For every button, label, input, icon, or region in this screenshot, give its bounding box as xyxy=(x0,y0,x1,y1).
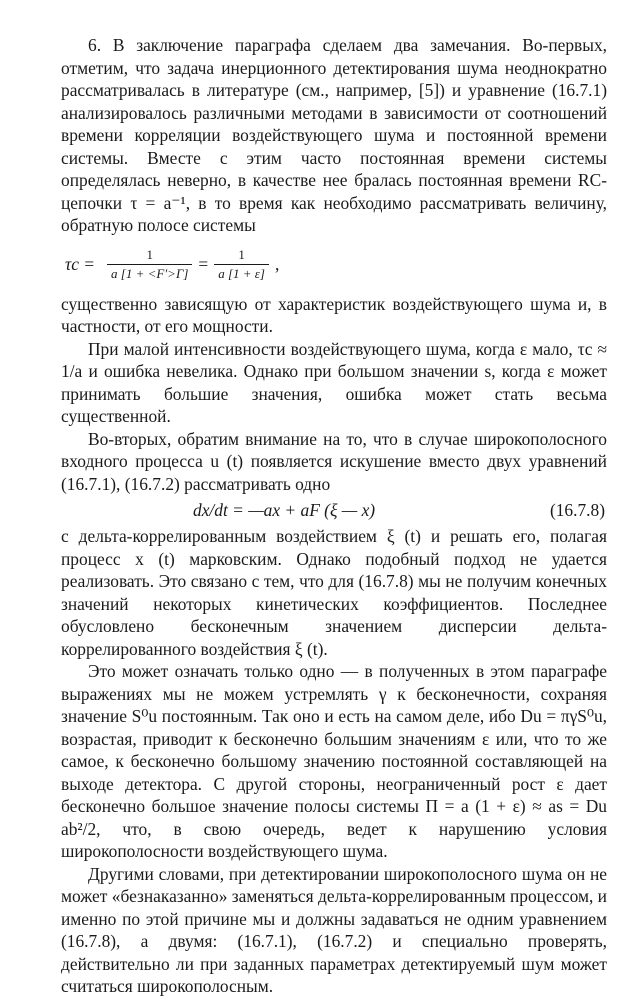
formula-lhs: τc = xyxy=(65,254,96,275)
equation-number: (16.7.8) xyxy=(549,499,605,520)
fraction-first xyxy=(107,247,192,282)
paragraph-remarks-intro: 6. В заключение параграфа сделаем два замечания. Во-первых, отметим, что задача инерционного детектирования шума неоднократно рассматривалась в литературе (см., например, [5]) и уравнение (16.7.1) анализировалось различными методами в зависимости от соотношений времени корреляции воздействующего шума и постоянной времени системы. Вместе с этим часто постоянная времени системы определялась неверно, в качестве нее бралась постоянная времени RC-цепочки τ = a⁻¹, в то время как необходимо рассматривать величину, обратную полосе системы xyxy=(61,35,607,235)
paragraph-small-intensity: При малой интенсивности воздействующего шума, когда ε мало, τc ≈ 1/a и ошибка невелика. Однако при большом значении s, когда ε может принимать большие значения, ошибка может стать весьма существенной. xyxy=(61,338,607,426)
paragraph-second-remark: Во-вторых, обратим внимание на то, что в случае широкополосного входного процесса u (t) появляется искушение вместо двух уравнений (16.7.1), (16.7.2) рассматривать одно xyxy=(61,428,607,494)
formula-tail: , xyxy=(274,254,280,275)
fraction-second-denominator: a [1 + ε] xyxy=(214,264,269,282)
paragraph-dependence: существенно зависящую от характеристик воздействующего шума и, в частности, от его мощности. xyxy=(61,293,607,336)
paragraph-infinity-limit: Это может означать только одно — в полученных в этом параграфе выражениях мы не можем устремлять γ к бесконечности, сохраняя значение S⁰u постоянным. Так оно и есть на самом деле, ибо Du = πγS⁰u, возрастая, приводит к бесконечно большим значениям ε или, что то же самое, к бесконечно большому значению постоянной составляющей на выходе детектора. С другой стороны, неограниченный рост ε дает бесконечно большое значение полосы системы Π = a (1 + ε) ≈ as = Du ab²/2, что, в свою очередь, ведет к нарушению условия широкополосности воздействующего шума. xyxy=(61,661,607,861)
equation-body: dx/dt = —ax + aF (ξ — x) xyxy=(193,499,376,520)
equation-16-7-8 xyxy=(61,498,607,522)
fraction-second-numerator: 1 xyxy=(238,247,245,262)
paragraph-conclusion: Другими словами, при детектировании широкополосного шума он не может «безнаказанно» заменяться дельта-коррелированным процессом, и именно по этой причине мы и должны задаваться не одним уравнением (16.7.8), а двумя: (16.7.1), (16.7.2) и специально проверять, действительно ли при заданных параметрах детектируемый шум может считаться широкополосным. xyxy=(61,863,607,996)
fraction-second xyxy=(214,247,269,282)
fraction-first-denominator: a [1 + <F′>Γ] xyxy=(107,264,192,282)
formula-equals: = xyxy=(198,254,209,275)
formula-time-constant xyxy=(61,243,607,287)
paragraph-delta-correlated: с дельта-коррелированным воздействием ξ (t) и решать его, полагая процесс x (t) марковским. Однако подобный подход не удается реализовать. Это связано с тем, что для (16.7.8) мы не получим конечных значений некоторых кинетических коэффициентов. Последнее обусловлено бесконечным значением дисперсии дельта-коррелированного воздействия ξ (t). xyxy=(61,526,607,659)
fraction-first-numerator: 1 xyxy=(146,247,153,262)
